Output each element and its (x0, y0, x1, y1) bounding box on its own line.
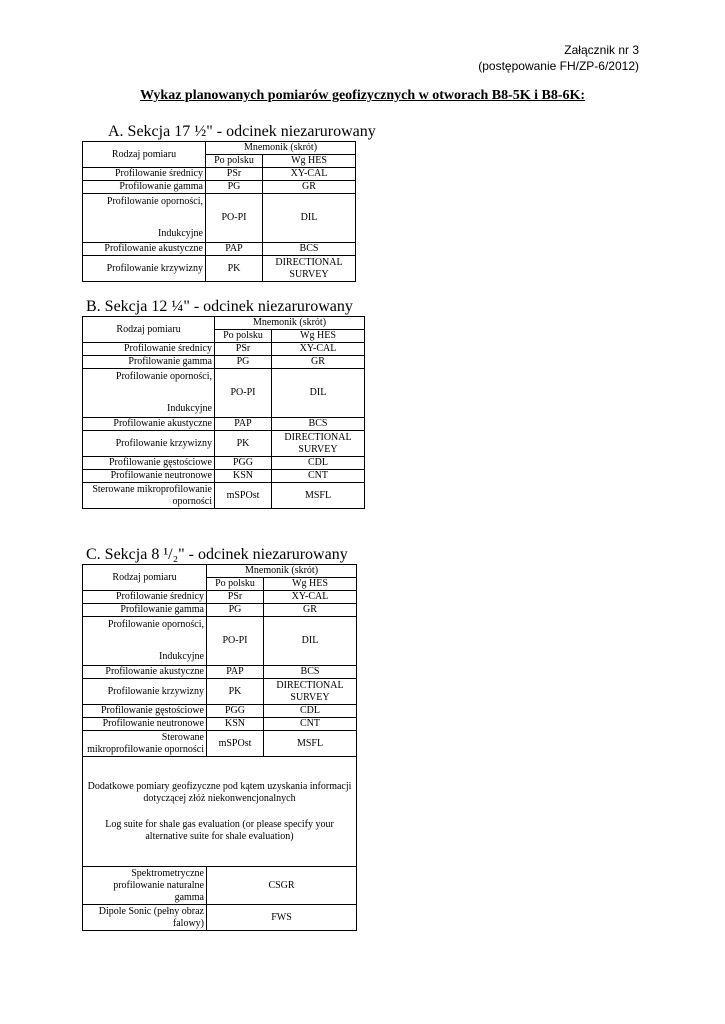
row-value: CSGR (207, 867, 357, 905)
table-row (83, 181, 356, 194)
document-header (478, 42, 639, 74)
row-hes: XY-CAL (264, 591, 357, 604)
row-hes: MSFL (264, 731, 357, 757)
shale-gas-note-row (83, 757, 357, 867)
table-row (83, 483, 365, 509)
section-c-table (82, 564, 357, 931)
row-pl: PO-PI (207, 617, 264, 666)
row-hes: MSFL (272, 483, 365, 509)
table-row (83, 457, 365, 470)
row-hes: DIL (272, 369, 365, 418)
row-name: Profilowanie średnicy (83, 343, 215, 356)
row-pl: PO-PI (215, 369, 272, 418)
row-pl: mSPOst (207, 731, 264, 757)
table-row (83, 243, 356, 256)
row-hes: CDL (264, 705, 357, 718)
section-b-table (82, 316, 365, 509)
col-header-type: Rodzaj pomiaru (83, 565, 207, 591)
col-header-hes: Wg HES (264, 578, 357, 591)
row-value: FWS (207, 905, 357, 931)
row-name (83, 194, 206, 243)
col-header-mnemonic: Mnemonik (skrót) (206, 142, 356, 155)
row-pl: PGG (215, 457, 272, 470)
row-name-line2: Indukcyjne (158, 228, 203, 239)
col-header-pl: Po polsku (207, 578, 264, 591)
note-polish: Dodatkowe pomiary geofizyczne pod kątem uzyskania informacji dotyczącej złóż niekonwencjonalnych (87, 780, 352, 804)
row-name: Dipole Sonic (pełny obraz falowy) (83, 905, 207, 931)
row-name: Profilowanie gamma (83, 604, 207, 617)
note-english: Log suite for shale gas evaluation (or please specify your alternative suite for shale evaluation) (105, 818, 334, 842)
row-hes: CDL (272, 457, 365, 470)
section-a-table (82, 141, 356, 282)
row-hes: GR (264, 604, 357, 617)
row-name: Profilowanie neutronowe (83, 470, 215, 483)
table-row (83, 168, 356, 181)
row-name-line2: Indukcyjne (159, 651, 204, 662)
col-header-pl: Po polsku (206, 155, 263, 168)
row-hes: DIRECTIONAL SURVEY (263, 256, 356, 282)
row-name: Profilowanie akustyczne (83, 666, 207, 679)
row-name: Profilowanie akustyczne (83, 243, 206, 256)
row-hes: DIRECTIONAL SURVEY (264, 679, 357, 705)
row-hes: CNT (272, 470, 365, 483)
table-row (83, 356, 365, 369)
row-hes: DIL (264, 617, 357, 666)
table-row (83, 256, 356, 282)
row-name (83, 617, 207, 666)
row-name: Profilowanie krzywizny (83, 431, 215, 457)
row-name: Profilowanie średnicy (83, 168, 206, 181)
row-name: Sterowane mikroprofilowanie oporności (83, 483, 215, 509)
row-pl: KSN (215, 470, 272, 483)
table-row (83, 418, 365, 431)
row-name: Profilowanie gamma (83, 356, 215, 369)
table-row (83, 604, 357, 617)
col-header-hes: Wg HES (272, 330, 365, 343)
table-row (83, 867, 357, 905)
document-title: Wykaz planowanych pomiarów geofizycznych w otworach B8-5K i B8-6K: (139, 88, 586, 103)
row-pl: PK (206, 256, 263, 282)
row-hes: DIL (263, 194, 356, 243)
row-name: Profilowanie gęstościowe (83, 457, 215, 470)
row-name: Profilowanie gęstościowe (83, 705, 207, 718)
row-pl: PAP (215, 418, 272, 431)
col-header-mnemonic: Mnemonik (skrót) (207, 565, 357, 578)
row-name: Profilowanie średnicy (83, 591, 207, 604)
shale-gas-note (83, 757, 357, 867)
table-row (83, 470, 365, 483)
row-pl: PŚr (206, 168, 263, 181)
col-header-pl: Po polsku (215, 330, 272, 343)
row-name: Profilowanie gamma (83, 181, 206, 194)
row-pl: PAP (207, 666, 264, 679)
row-name-line1: Profilowanie oporności, (106, 196, 203, 207)
row-hes: GR (272, 356, 365, 369)
row-name (83, 369, 215, 418)
section-a-title: A. Sekcja 17 ½" - odcinek niezarurowany (108, 123, 376, 140)
table-row (83, 905, 357, 931)
row-hes: DIRECTIONAL SURVEY (272, 431, 365, 457)
row-hes: XY-CAL (272, 343, 365, 356)
row-pl: PK (207, 679, 264, 705)
row-pl: PG (207, 604, 264, 617)
row-pl: PŚr (207, 591, 264, 604)
table-row (83, 194, 356, 243)
col-header-type: Rodzaj pomiaru (83, 142, 206, 168)
table-row (83, 705, 357, 718)
row-hes: XY-CAL (263, 168, 356, 181)
row-pl: PAP (206, 243, 263, 256)
row-name: Spektrometryczne profilowanie naturalne gamma (83, 867, 207, 905)
row-pl: PK (215, 431, 272, 457)
row-hes: CNT (264, 718, 357, 731)
table-row (83, 718, 357, 731)
table-row (83, 731, 357, 757)
annex-label: Załącznik nr 3 (564, 43, 639, 57)
col-header-type: Rodzaj pomiaru (83, 317, 215, 343)
row-name: Sterowane mikroprofilowanie oporności (83, 731, 207, 757)
section-c-title: C. Sekcja 8 ¹/₂" - odcinek niezarurowany (86, 546, 348, 563)
row-pl: PG (215, 356, 272, 369)
row-pl: PGG (207, 705, 264, 718)
table-row (83, 591, 357, 604)
table-row (83, 617, 357, 666)
row-pl: KSN (207, 718, 264, 731)
row-hes: BCS (264, 666, 357, 679)
row-name-line1: Profilowanie oporności, (107, 619, 204, 630)
section-b-title: B. Sekcja 12 ¼" - odcinek niezarurowany (86, 298, 353, 315)
row-name: Profilowanie krzywizny (83, 679, 207, 705)
row-hes: BCS (272, 418, 365, 431)
row-pl: PŚr (215, 343, 272, 356)
table-row (83, 343, 365, 356)
row-pl: PO-PI (206, 194, 263, 243)
procedure-label: (postępowanie FH/ZP-6/2012) (478, 59, 639, 73)
table-row (83, 431, 365, 457)
col-header-mnemonic: Mnemonik (skrót) (215, 317, 365, 330)
row-name: Profilowanie krzywizny (83, 256, 206, 282)
table-row (83, 369, 365, 418)
row-name-line2: Indukcyjne (167, 403, 212, 414)
row-pl: PG (206, 181, 263, 194)
row-name: Profilowanie neutronowe (83, 718, 207, 731)
row-name-line1: Profilowanie oporności, (115, 371, 212, 382)
row-name: Profilowanie akustyczne (83, 418, 215, 431)
row-hes: GR (263, 181, 356, 194)
table-row (83, 679, 357, 705)
row-pl: mSPOst (215, 483, 272, 509)
col-header-hes: Wg HES (263, 155, 356, 168)
table-row (83, 666, 357, 679)
row-hes: BCS (263, 243, 356, 256)
